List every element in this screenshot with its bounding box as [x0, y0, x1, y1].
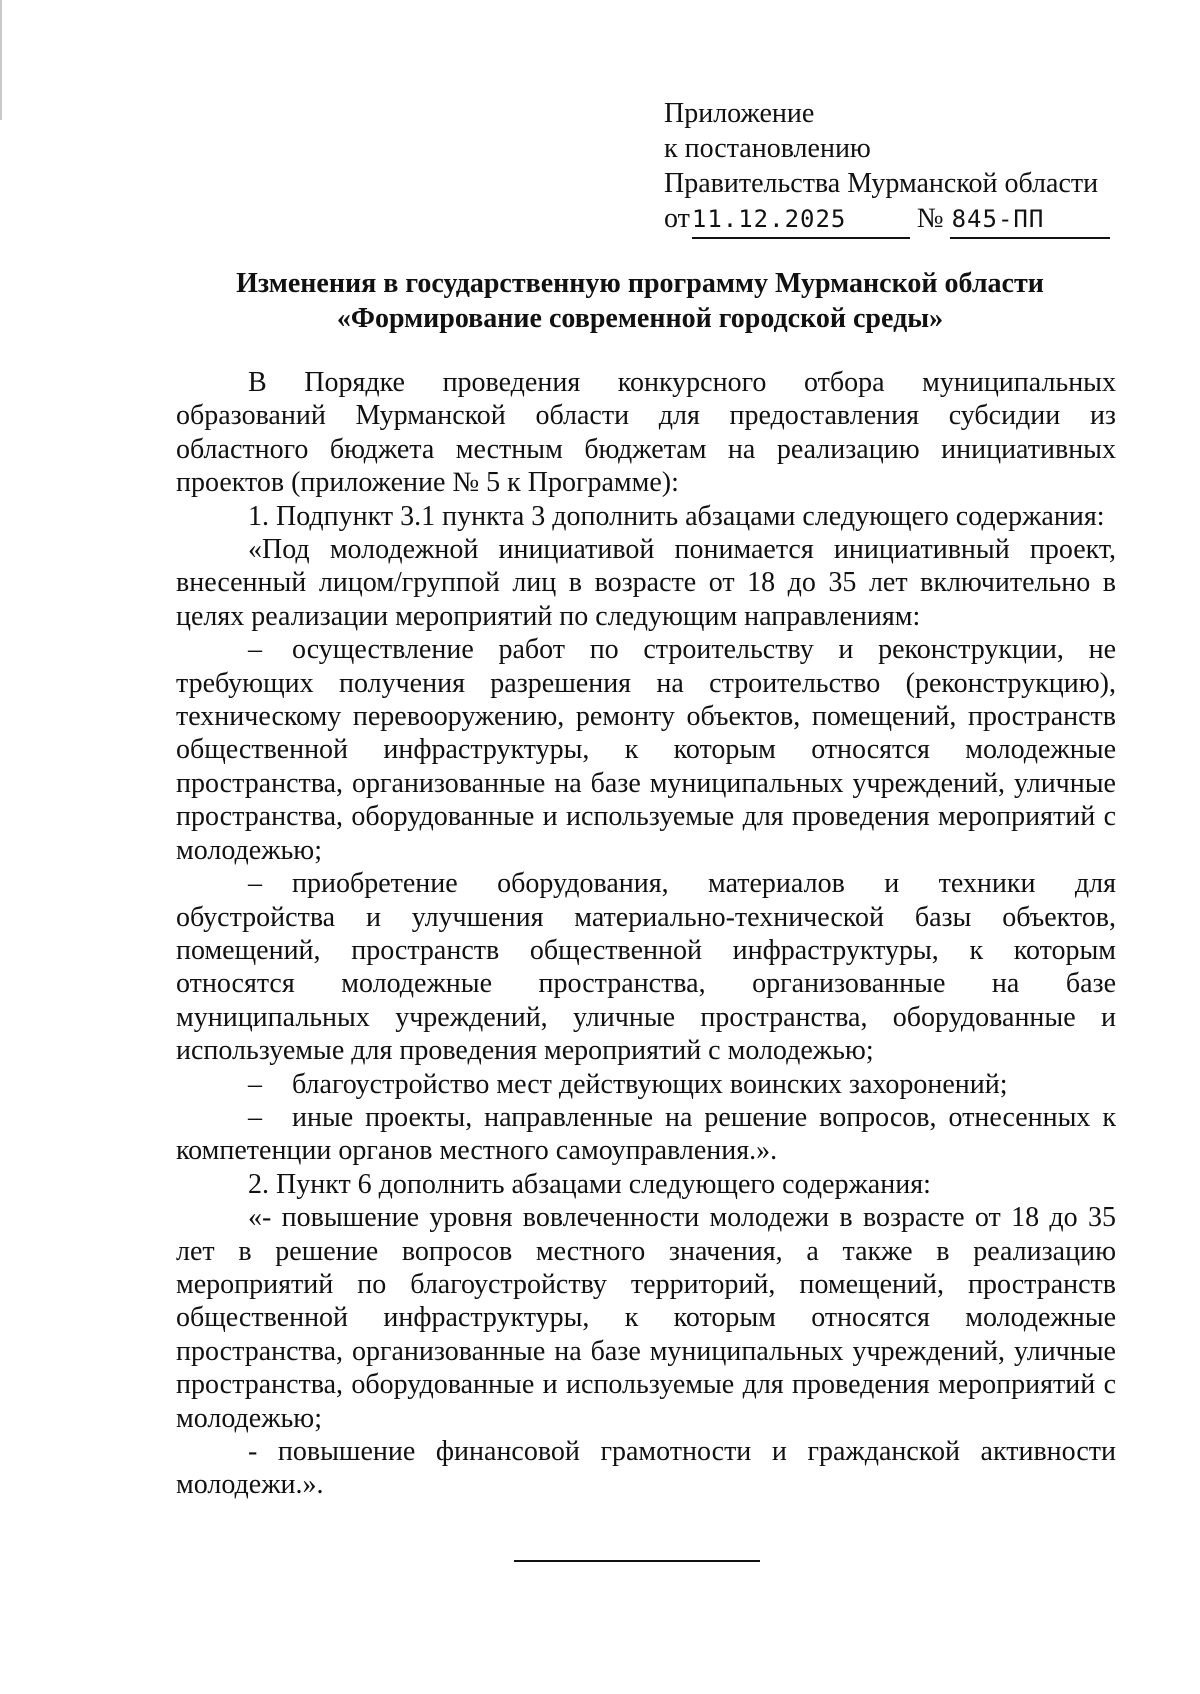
number-value: 845-ПП [950, 202, 1110, 239]
scan-edge-mark [0, 0, 2, 120]
paragraph-involvement: «- повышение уровня вовлеченности молодежи в возрасте от 18 до 35 лет в решение вопросов местного значения, а также в реализацию мероприятий по благоустройству территорий, помещений, пространств общественной инфраструктуры, к которым относятся молодежные пространства, организованные на базе муниципальных учреждений, уличные пространства, оборудованные и используемые для проведения мероприятий с молодежью; [176, 1202, 1116, 1434]
bullet-text: иные проекты, направленные на решение вопросов, отнесенных к компетенции органов местного самоуправления.». [176, 1101, 1116, 1167]
bullet-text: осуществление работ по строительству и реконструкции, не требующих получения разрешения на строительство (реконструкцию), техническому перевооружению, ремонту объектов, помещений, пространств общественной инфраструктуры, к которым относятся молодежные пространства, организованные на базе муниципальных учреждений, уличные пространства, оборудованные и используемые для проведения мероприятий с молодежью; [176, 634, 1116, 866]
paragraph-youth-initiative: «Под молодежной инициативой понимается инициативный проект, внесенный лицом/группой лиц в возрасте от 18 до 35 лет включительно в целях реализации мероприятий по следующим направлениям: [176, 534, 1116, 632]
appendix-line-3: Правительства Мурманской области [664, 168, 1099, 199]
document-body [176, 366, 1116, 1502]
appendix-date-line [664, 201, 1110, 239]
bullet-text: приобретение оборудования, материалов и техники для обустройства и улучшения материально-технической базы объектов, помещений, пространств общественной инфраструктуры, к которым относятся молодежные пространства, организованные на базе муниципальных учреждений, уличные пространства, оборудованные и используемые для проведения мероприятий с молодежью; [176, 868, 1116, 1067]
bullet-construction [176, 633, 1116, 867]
paragraph-intro: В Порядке проведения конкурсного отбора муниципальных образований Мурманской области для предоставления субсидии из областного бюджета местным бюджетам на реализацию инициативных проектов (приложение № 5 к Программе): [176, 367, 1116, 499]
end-rule [514, 1560, 760, 1562]
appendix-header [664, 96, 1110, 239]
dash-marker: – [248, 634, 262, 666]
number-prefix: № [916, 203, 944, 234]
dash-marker: – [248, 1101, 262, 1133]
paragraph-financial-literacy: - повышение финансовой грамотности и гражданской активности молодежи.». [176, 1436, 1116, 1501]
title-line-1: Изменения в государственную программу Мурманской области [236, 268, 1044, 299]
bullet-other-projects [176, 1101, 1116, 1168]
bullet-memorials [176, 1068, 1116, 1101]
paragraph-item-1: 1. Подпункт 3.1 пункта 3 дополнить абзацами следующего содержания: [248, 500, 1105, 532]
paragraph-item-2: 2. Пункт 6 дополнить абзацами следующего содержания: [248, 1168, 931, 1200]
dash-marker: – [248, 1068, 262, 1100]
bullet-text: благоустройство мест действующих воинских захоронений; [292, 1068, 1008, 1100]
bullet-equipment [176, 867, 1116, 1067]
appendix-line-1: Приложение [664, 98, 815, 129]
date-prefix: от [664, 203, 690, 234]
title-line-2: «Формирование современной городской среды» [336, 303, 944, 334]
appendix-line-2: к постановлению [664, 133, 871, 164]
date-value: 11.12.2025 [692, 202, 910, 239]
document-title [170, 266, 1110, 336]
dash-marker: – [248, 868, 262, 900]
